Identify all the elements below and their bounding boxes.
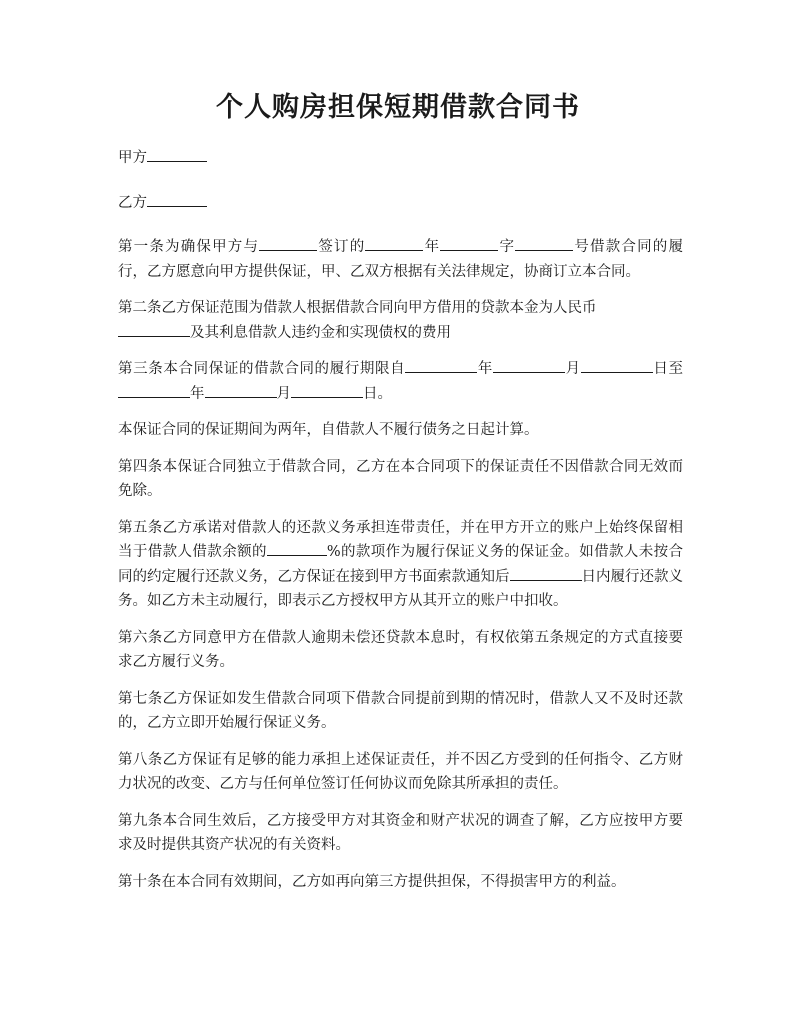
- clause-9: 第九条本合同生效后，乙方接受甲方对其资金和财产状况的调查了解，乙方应按甲方要求及时提供其资产状况的有关资料。: [118, 812, 683, 853]
- clause-1-blank-borrower[interactable]: [259, 235, 317, 251]
- clause-5: [118, 516, 683, 614]
- party-a-blank[interactable]: [147, 146, 207, 162]
- clause-5-text-b: %的款项作为履行保证义务的保证金。如借款人未按合同的约定履行还款义务，乙方保证在接到甲方书面索款通知后: [118, 544, 683, 585]
- clause-3: [118, 357, 683, 406]
- clause-1-blank-year[interactable]: [440, 235, 498, 251]
- clause-1-blank-number[interactable]: [515, 235, 573, 251]
- clause-6: 第六条乙方同意甲方在借款人逾期未偿还贷款本息时，有权依第五条规定的方式直接要求乙方履行义务。: [118, 629, 683, 670]
- clause-3-blank-start-year[interactable]: [405, 357, 477, 373]
- clause-1-blank-year-prefix[interactable]: [365, 235, 423, 251]
- clause-5-blank-percent[interactable]: [267, 540, 327, 556]
- clause-1-text-c: 年: [423, 239, 441, 255]
- clause-3-blank-start-month[interactable]: [493, 357, 565, 373]
- party-b-label: 乙方: [118, 194, 147, 211]
- clause-3-text-f: 月: [276, 385, 291, 402]
- clause-5-blank-days[interactable]: [510, 565, 582, 581]
- clause-4: 第四条本保证合同独立于借款合同，乙方在本合同项下的保证责任不因借款合同无效而免除。: [118, 458, 683, 499]
- clause-2-text-b: 及其利息借款人违约金和实现债权的费用: [190, 324, 451, 341]
- clause-3-blank-end-month[interactable]: [205, 382, 277, 398]
- clause-1: [118, 235, 683, 284]
- clause-10: 第十条在本合同有效期间，乙方如再向第三方提供担保，不得损害甲方的利益。: [118, 873, 626, 890]
- clause-3-text-a: 第三条本合同保证的借款合同的履行期限自: [118, 361, 406, 377]
- clause-1-text-d: 字: [498, 239, 516, 255]
- clause-3-text-b: 年: [477, 361, 494, 377]
- guarantee-period-paragraph: 本保证合同的保证期间为两年，自借款人不履行债务之日起计算。: [118, 422, 539, 438]
- party-b-line: [118, 191, 683, 216]
- clause-2: [118, 296, 683, 345]
- clause-5-text-c: 日内履行还款义务。如乙方未主动履行，即表示乙方授权甲方从其开立的账户中扣收。: [118, 568, 683, 609]
- clause-7: 第七条乙方保证如发生借款合同项下借款合同提前到期的情况时，借款人又不及时还款的，乙方立即开始履行保证义务。: [118, 690, 683, 731]
- clause-5-text-a: 第五条乙方承诺对借款人的还款义务承担连带责任，并在甲方开立的账户上始终保留相当于借款人借款余额的: [118, 519, 683, 560]
- clause-1-text-b: 签订的: [317, 239, 366, 255]
- clause-2-text-a: 第二条乙方保证范围为借款人根据借款合同向甲方借用的贷款本金为人民币: [118, 300, 597, 316]
- clause-3-text-g: 日。: [363, 385, 392, 402]
- document-body: [118, 146, 683, 906]
- party-a-label: 甲方: [118, 150, 147, 166]
- clause-1-text-e: 号借款合同的履行，乙方愿意向甲方提供保证，甲、乙双方根据有关法律规定，协商订立本合同。: [118, 239, 683, 280]
- clause-2-blank-amount[interactable]: [118, 321, 190, 337]
- clause-3-text-d: 日至: [652, 361, 684, 377]
- party-b-blank[interactable]: [147, 191, 207, 207]
- clause-1-text-a: 第一条为确保甲方与: [118, 239, 260, 255]
- clause-3-blank-end-day[interactable]: [291, 382, 363, 398]
- clause-8: 第八条乙方保证有足够的能力承担上述保证责任，并不因乙方受到的任何指令、乙方财力状况的改变、乙方与任何单位签订任何协议而免除其所承担的责任。: [118, 751, 683, 792]
- document-title: 个人购房担保短期借款合同书: [216, 92, 580, 123]
- clause-3-text-e: 年: [190, 385, 205, 402]
- clause-3-blank-start-day[interactable]: [581, 357, 653, 373]
- clause-3-blank-end-year[interactable]: [118, 382, 190, 398]
- party-a-line: [118, 146, 683, 171]
- clause-3-text-c: 月: [565, 361, 581, 377]
